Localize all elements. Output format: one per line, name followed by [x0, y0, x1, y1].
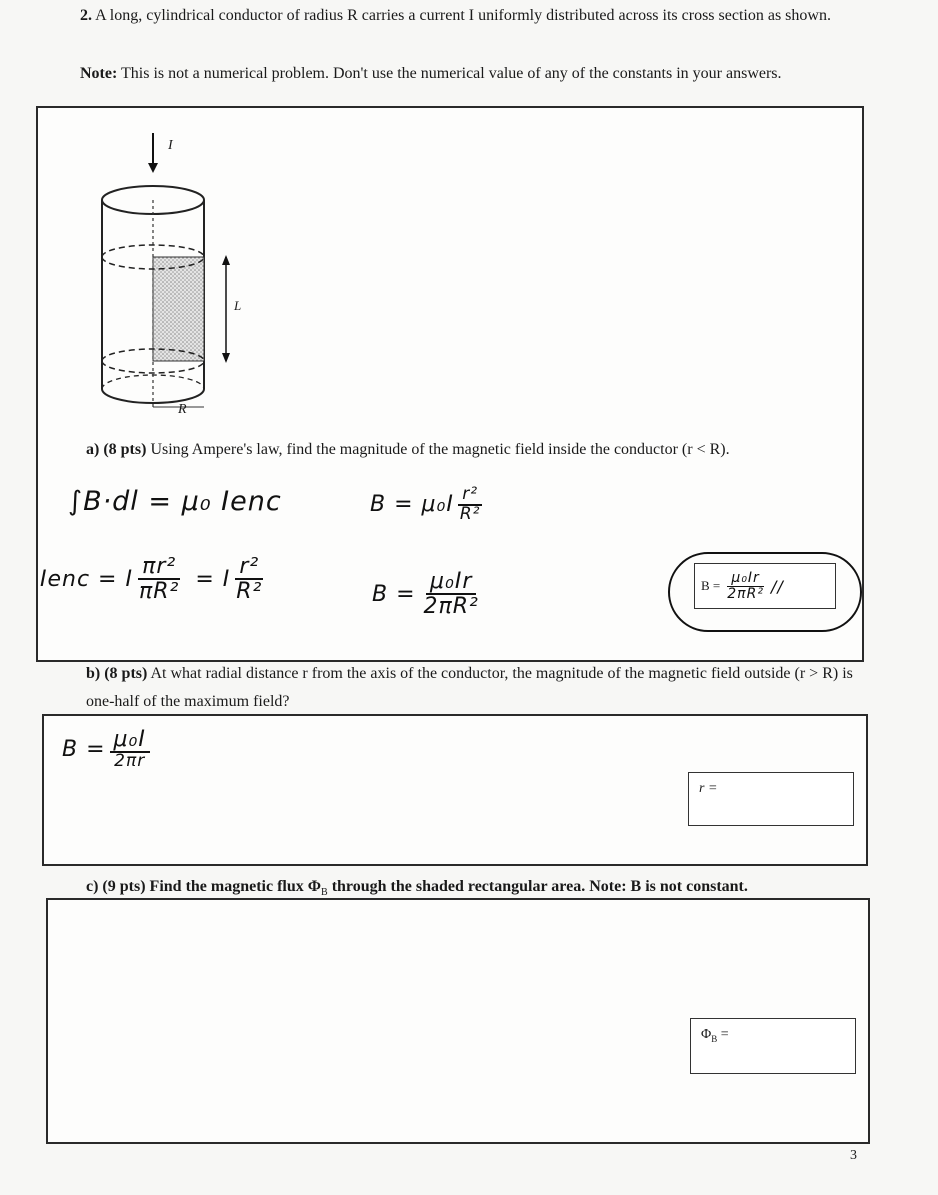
radius-label: R [178, 402, 187, 417]
page-number: 3 [850, 1148, 857, 1163]
part-c-text: Find the magnetic flux Φ [149, 878, 322, 895]
work-ampere-law: ∫B·dl = μ₀ Ienc [68, 486, 282, 517]
ienc-den2: R² [236, 579, 263, 605]
part-c-answer-label: Φ [701, 1027, 712, 1042]
part-a-label: a) (8 pts) [86, 441, 147, 458]
question-note [80, 60, 870, 88]
part-c-label: c) (9 pts) [86, 878, 146, 895]
pb-den: 2πr [114, 751, 146, 772]
part-c-note-text: B is not constant. [630, 878, 748, 895]
answer-den: 2πR² [727, 585, 764, 602]
ienc-num2: r² [235, 555, 263, 580]
part-a-text: Using Ampere's law, find the magnitude of the magnetic field inside the conductor (r < R). [150, 441, 730, 458]
question-number: 2. [80, 7, 92, 24]
length-label: L [234, 298, 242, 313]
answer-lhs: B = [701, 578, 721, 593]
conductor-figure [90, 125, 270, 425]
part-c-answer-eq: = [720, 1027, 729, 1042]
ienc-den: πR² [138, 579, 180, 605]
ienc-lhs: Ienc = I [40, 566, 133, 592]
part-c-note-label: Note: [589, 878, 627, 895]
b2-den: 2πR² [423, 594, 479, 620]
b1-den: R² [459, 503, 481, 524]
work-ienc [40, 555, 266, 603]
answer-checkmark: // [770, 576, 784, 596]
pb-lhs: B = [62, 736, 106, 762]
ienc-mid: = I [195, 566, 231, 592]
part-c-answer-sub: B [711, 1033, 718, 1044]
question-intro [80, 2, 870, 30]
answer-num: μ₀Ir [727, 571, 763, 587]
part-c-text2: through the shaded rectangular area. [331, 878, 586, 895]
part-b-answer-label: r = [699, 781, 718, 796]
work-b-second [372, 570, 483, 618]
part-c-answer-box[interactable] [690, 1018, 856, 1074]
b2-lhs: B = [372, 581, 416, 607]
note-label: Note: [80, 65, 118, 82]
current-label: I [168, 138, 173, 153]
work-b-first [370, 486, 484, 524]
ienc-num: πr² [138, 555, 180, 580]
part-b-text: At what radial distance r from the axis of the conductor, the magnitude of the magnetic field outside (r > R) is one-half of the maximum field? [86, 665, 853, 710]
question-intro-text: A long, cylindrical conductor of radius R carries a current I uniformly distributed across its cross section as shown. [95, 7, 831, 24]
note-text: This is not a numerical problem. Don't use the numerical value of any of the constants in your answers. [121, 65, 782, 82]
part-b-prompt [86, 660, 866, 716]
part-b-label: b) (8 pts) [86, 665, 148, 682]
part-b-answer-box[interactable] [688, 772, 854, 826]
b1-lhs: B = μ₀I [370, 492, 454, 518]
part-b-work [62, 728, 150, 771]
shaded-rectangle [153, 257, 204, 361]
part-a-answer-box [694, 563, 836, 609]
part-a-prompt [86, 436, 856, 464]
pb-num: μ₀I [110, 728, 150, 753]
part-c-subscript: B [321, 887, 328, 899]
b2-num: μ₀Ir [426, 570, 476, 595]
b1-num: r² [458, 486, 482, 506]
